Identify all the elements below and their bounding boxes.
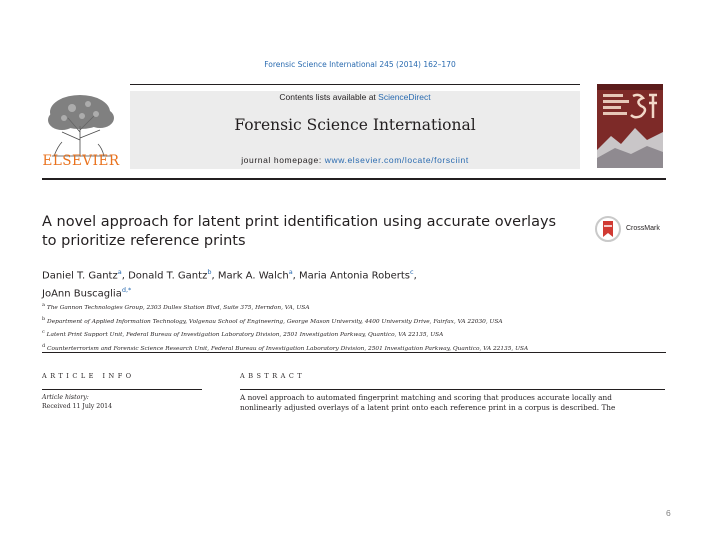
- author-name[interactable]: JoAnn Buscaglia: [42, 288, 122, 300]
- abstract-text: [240, 393, 665, 414]
- journal-homepage: [130, 155, 580, 165]
- author-name[interactable]: Maria Antonia Roberts: [299, 270, 410, 282]
- affiliation-marker: d: [42, 343, 46, 350]
- author-affiliation-marker: b: [207, 268, 212, 276]
- affiliation-item: [42, 300, 662, 314]
- affiliation-item: [42, 314, 662, 328]
- affiliation-item: [42, 327, 662, 341]
- header-bottom-rule: [42, 178, 666, 180]
- article-history-label: Article history:: [42, 394, 89, 401]
- slide-page-number: 6: [666, 508, 671, 518]
- homepage-prefix: journal homepage:: [241, 155, 325, 165]
- header-top-rule: [130, 84, 580, 85]
- contents-line: [130, 92, 580, 102]
- article-title-line-1: A novel approach for latent print identification using accurate overlays: [42, 214, 557, 230]
- article-history: [42, 393, 212, 411]
- author-list: [42, 265, 587, 302]
- article-info-heading: ARTICLE INFO: [42, 372, 135, 380]
- affiliation-marker: c: [42, 329, 45, 336]
- author-line-1: Daniel T. Gantz$^a$, Donald T. Gantz$^b$, Mark A. Walch$^a$, Maria Antonia Roberts$^c$,: [42, 268, 417, 282]
- affiliation-text: Counterterrorism and Forensic Science Research Unit, Federal Bureau of Investigation Laboratory Division, 2501 Investigation Parkway, Quantico, VA 22135, USA: [47, 346, 529, 353]
- author-affiliation-marker: c: [409, 268, 414, 276]
- abstract-heading: ABSTRACT: [240, 372, 306, 380]
- affiliation-marker: b: [42, 315, 46, 322]
- author-name[interactable]: Donald T. Gantz: [128, 270, 208, 282]
- elsevier-tree-logo: [42, 92, 120, 158]
- crossmark-label: CrossMark: [626, 225, 660, 232]
- article-title: [42, 213, 587, 251]
- author-line-2: [42, 283, 587, 301]
- contents-prefix: Contents lists available at: [279, 92, 379, 102]
- journal-name: Forensic Science International: [234, 116, 476, 134]
- author-name[interactable]: Daniel T. Gantz: [42, 270, 118, 282]
- author-affiliation-marker: d,*: [121, 286, 132, 295]
- affiliation-text: The Gannon Technologies Group, 2303 Dulles Station Blvd, Suite 375, Herndon, VA, USA: [46, 304, 310, 311]
- author-name[interactable]: Mark A. Walch: [217, 270, 289, 282]
- author-affiliation-marker: a: [117, 268, 122, 276]
- journal-cover-image: [597, 84, 663, 168]
- author-affiliation-marker: a: [288, 268, 293, 276]
- affiliation-marker: a: [42, 302, 45, 308]
- abstract-line-2: nonlinearly adjusted overlays of a latent print onto each reference print in a corpus is described. The: [240, 403, 616, 413]
- homepage-link[interactable]: www.elsevier.com/locate/forsciint: [324, 155, 469, 165]
- article-title-line-2: to prioritize reference prints: [42, 233, 246, 249]
- article-info-rule: [42, 389, 202, 390]
- elsevier-wordmark: ELSEVIER: [42, 153, 120, 169]
- affiliation-text: Latent Print Support Unit, Federal Bureau of Investigation Laboratory Division, 2501 Investigation Parkway, Quantico, VA 22135, USA: [46, 332, 444, 339]
- affiliation-text: Department of Applied Information Technology, Volgenau School of Engineering, George Mason University, 4400 University Drive, Fairfax, VA 22030, USA: [47, 318, 503, 325]
- sciencedirect-link[interactable]: ScienceDirect: [378, 92, 431, 102]
- crossmark-icon[interactable]: [594, 215, 624, 243]
- affiliations: [42, 300, 662, 355]
- journal-citation: Forensic Science International 245 (2014) 162–170: [264, 60, 456, 69]
- abstract-line-1: A novel approach to automated fingerprint matching and scoring that produces accurate locally and: [240, 393, 612, 402]
- received-date: Received 11 July 2014: [42, 403, 113, 410]
- affiliations-bottom-rule: [42, 352, 666, 353]
- abstract-rule: [240, 389, 665, 390]
